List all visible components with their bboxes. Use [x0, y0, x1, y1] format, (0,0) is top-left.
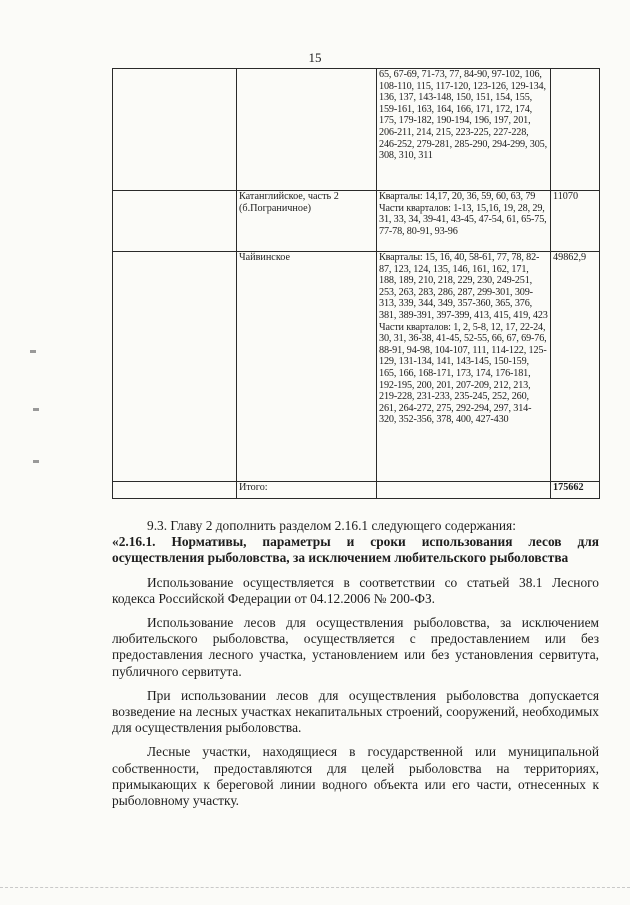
table-cell-name: [237, 69, 377, 191]
total-label: Итого:: [237, 482, 377, 499]
table-cell-blank: [377, 482, 551, 499]
table-cell-area: 49862,9: [551, 252, 600, 482]
table-cell-name: Катанглийское, часть 2 (б.Пограничное): [237, 191, 377, 252]
table-total-row: [113, 482, 600, 499]
table-row: [113, 191, 600, 252]
scan-mark: [33, 408, 39, 411]
table-cell-area: [551, 69, 600, 191]
scan-mark: [33, 460, 39, 463]
quarters-text: 65, 67-69, 71-73, 77, 84-90, 97-102, 106, 108-110, 115, 117-120, 123-126, 129-134, 136, 137, 143-148, 150, 151, 154, 155, 159-161, 163, 164, 166, 171, 172, 174, 175, 179-182, 190-194, 196, 197, 201, 206-211, 214, 215, 223-225, 227-228, 246-252, 279-281, 285-290, 294-299, 305, 308, 310, 311: [379, 69, 548, 162]
table-cell-area: 11070: [551, 191, 600, 252]
body-paragraph: Использование лесов для осуществления рыболовства, за исключением любительского рыболовства, осуществляется с предоставлением или без предоставления лесного участка, установлением или без установления сервитута, публичного сервитута.: [112, 615, 599, 679]
section-heading: «2.16.1. Нормативы, параметры и сроки использования лесов для осуществления рыболовства, за исключением любительского рыболовства: [112, 534, 599, 566]
scan-mark: [30, 350, 36, 353]
quarters-text: Кварталы: 14,17, 20, 36, 59, 60, 63, 79: [379, 191, 536, 202]
table-cell-name: Чайвинское: [237, 252, 377, 482]
table-row: [113, 69, 600, 191]
table-cell-blank: [113, 482, 237, 499]
quarter-parts-text: Части кварталов: 1, 2, 5-8, 12, 17, 22-24, 30, 31, 36-38, 41-45, 52-55, 66, 67, 69-76, 88-91, 94-98, 104-107, 111, 114-122, 125-129, 131-134, 141, 143-145, 150-159, 165, 166, 168-171, 173, 174, 176-181, 192-195, 200, 201, 207-209, 212, 213, 219-228, 231-233, 235-245, 252, 260, 261, 264-272, 275, 292-294, 297, 314-320, 352-356, 378, 400, 427-430: [379, 321, 547, 426]
intro-paragraph: 9.3. Главу 2 дополнить разделом 2.16.1 следующего содержания:: [147, 518, 516, 533]
page-number: 15: [308, 50, 322, 65]
table-row: [113, 252, 600, 482]
table-cell-quarters: [377, 252, 551, 482]
document-body: [112, 518, 599, 809]
body-paragraph: Использование осуществляется в соответствии со статьей 38.1 Лесного кодекса Российской Федерации от 04.12.2006 № 200-ФЗ.: [112, 574, 599, 606]
total-value: 175662: [551, 482, 600, 499]
quarters-text: Кварталы: 15, 16, 40, 58-61, 77, 78, 82-87, 123, 124, 135, 146, 161, 162, 171, 188, 189, 210, 218, 229, 230, 249-251, 253, 263, 283, 286, 287, 299-301, 309-313, 339, 344, 349, 357-360, 365, 376, 381, 389-391, 397-399, 413, 415, 419, 423: [379, 252, 548, 321]
table-cell-quarters: [377, 69, 551, 191]
scan-edge-line: [0, 887, 630, 889]
forest-quarters-table: [112, 68, 600, 499]
table-cell-quarters: [377, 191, 551, 252]
table-cell-blank: [113, 252, 237, 482]
quarter-parts-text: Части кварталов: 1-13, 15,16, 19, 28, 29, 31, 33, 34, 39-41, 43-45, 47-54, 61, 65-75, 77-78, 80-91, 93-96: [379, 202, 547, 237]
body-paragraph: Лесные участки, находящиеся в государственной или муниципальной собственности, предоставляются для целей рыболовства на территориях, примыкающих к береговой линии водного объекта или его части, отнесенных к рыболовному участку.: [112, 744, 599, 809]
table-cell-blank: [113, 191, 237, 252]
table-cell-blank: [113, 69, 237, 191]
body-paragraph: При использовании лесов для осуществления рыболовства допускается возведение на лесных участках некапитальных строений, сооружений, необходимых для осуществления рыболовства.: [112, 687, 599, 736]
